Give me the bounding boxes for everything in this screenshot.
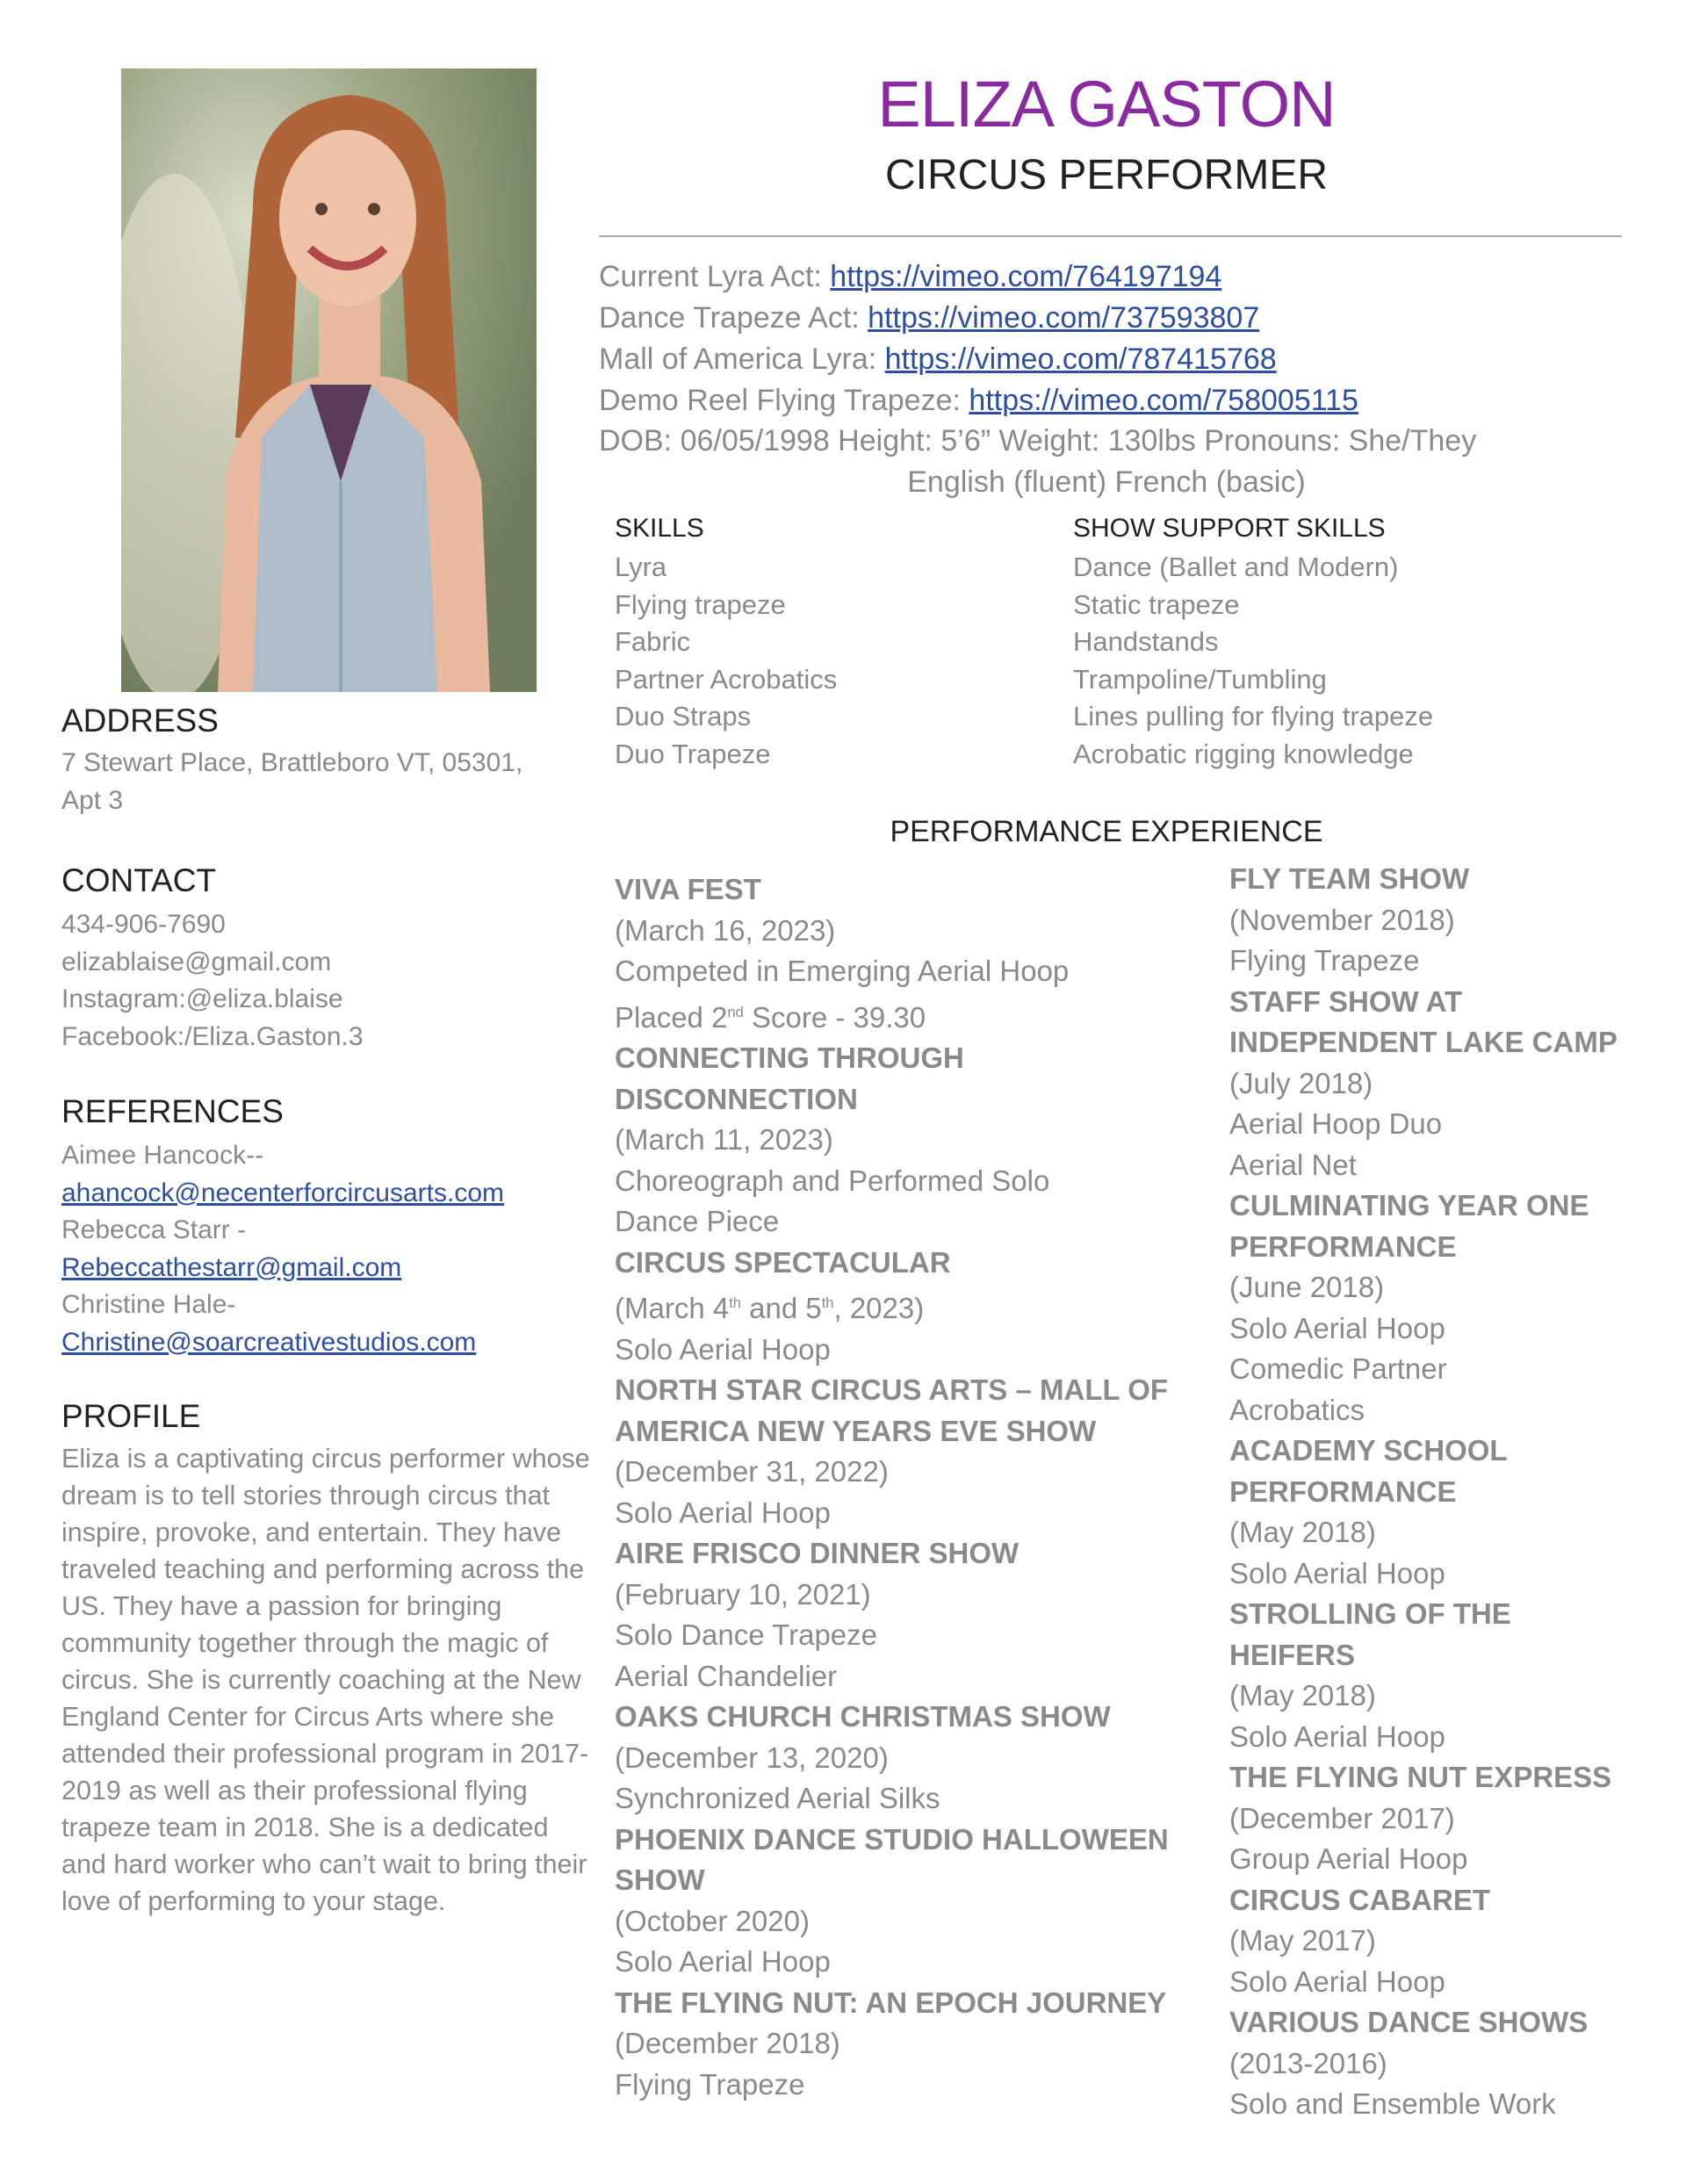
reference-email[interactable]: Christine@soarcreativestudios.com <box>61 1327 477 1357</box>
show-role: Solo Dance Trapeze <box>615 1618 878 1651</box>
list-item: Flying trapeze <box>615 588 786 620</box>
show-title: VIVA FEST <box>615 873 761 905</box>
show-date: (June 2018) <box>1229 1271 1385 1303</box>
show-title: CULMINATING YEAR ONE <box>1229 1189 1589 1222</box>
show-title: PHOENIX DANCE STUDIO HALLOWEEN <box>615 1822 1169 1856</box>
list-item: Partner Acrobatics <box>615 663 838 695</box>
reference-name: Rebecca Starr - <box>61 1215 247 1244</box>
show-role: Solo Aerial Hoop <box>1229 1311 1445 1344</box>
video-link-row: Dance Trapeze Act: https://vimeo.com/737593807 <box>599 301 1260 335</box>
facebook-handle: Facebook:/Eliza.Gaston.3 <box>61 1021 364 1051</box>
reference-name: Christine Hale- <box>61 1290 236 1319</box>
show-title: CIRCUS CABARET <box>1229 1883 1490 1916</box>
show-title: THE FLYING NUT: AN EPOCH JOURNEY <box>615 1986 1167 2019</box>
show-title: CONNECTING THROUGH <box>615 1042 964 1074</box>
show-role: Comedic Partner <box>1229 1352 1447 1385</box>
profile-text: Eliza is a captivating circus performer whose dream is to tell stories through circus that inspire, provoke, and entertain. They have traveled teaching and performing across the US. They have a passion for bringing community together through the magic of circus. She is currently coaching at the New England Center for Circus Arts where she attended their professional program in 2017-2019 as well as their professional flying trapeze team in 2018. She is a dedicated and hard worker who can’t wait to bring their love of performing to your stage. <box>61 1444 590 1916</box>
contact-list <box>61 906 364 1056</box>
show-date: (December 2018) <box>615 2027 840 2059</box>
show-title: PERFORMANCE <box>1229 1474 1457 1508</box>
show-date: (May 2017) <box>1229 1924 1376 1957</box>
show-title: VARIOUS DANCE SHOWS <box>1229 2006 1589 2038</box>
show-role: Competed in Emerging Aerial Hoop <box>615 955 1070 987</box>
show-title: DISCONNECTION <box>615 1082 858 1115</box>
instagram-handle: Instagram:@eliza.blaise <box>61 984 343 1013</box>
show-date: (March 16, 2023) <box>615 913 836 947</box>
references-list <box>61 1137 504 1361</box>
show-role: Solo Aerial Hoop <box>615 1332 831 1366</box>
references-heading: REFERENCES <box>61 1093 284 1129</box>
experience-heading: PERFORMANCE EXPERIENCE <box>890 815 1323 848</box>
video-link[interactable]: https://vimeo.com/764197194 <box>830 260 1222 293</box>
video-link-row: Demo Reel Flying Trapeze: https://vimeo.com/758005115 <box>599 384 1358 417</box>
contact-heading: CONTACT <box>61 862 217 898</box>
show-date: (December 13, 2020) <box>615 1741 889 1774</box>
list-item: Lyra <box>615 551 667 582</box>
show-role: Aerial Net <box>1229 1148 1357 1181</box>
show-date: (May 2018) <box>1229 1679 1376 1712</box>
show-date: (December 2017) <box>1229 1801 1455 1834</box>
phone: 434-906-7690 <box>61 910 226 939</box>
show-role: Solo and Ensemble Work <box>1229 2087 1556 2120</box>
show-role: Flying Trapeze <box>1229 944 1420 977</box>
show-date: (October 2020) <box>615 1904 810 1937</box>
show-title: PERFORMANCE <box>1229 1229 1457 1263</box>
experience-column-1 <box>615 869 1177 2105</box>
show-role: Solo Aerial Hoop <box>1229 1964 1445 1998</box>
video-link-row: Mall of America Lyra: https://vimeo.com/787415768 <box>599 342 1277 376</box>
show-date: (December 31, 2022) <box>615 1455 889 1488</box>
show-role: Aerial Chandelier <box>615 1659 838 1692</box>
show-title: HEIFERS <box>1229 1638 1356 1671</box>
show-date: (May 2018) <box>1229 1516 1376 1548</box>
profile-heading: PROFILE <box>61 1398 201 1434</box>
job-title: CIRCUS PERFORMER <box>884 152 1329 198</box>
reference-name: Aimee Hancock-- <box>61 1141 264 1170</box>
list-item: Static trapeze <box>1073 588 1240 620</box>
list-item: Duo Trapeze <box>615 738 771 769</box>
show-role: Dance Piece <box>615 1205 780 1237</box>
show-title: SHOW <box>615 1863 705 1896</box>
address-heading: ADDRESS <box>61 703 219 739</box>
show-title: STROLLING OF THE <box>1229 1597 1511 1630</box>
skills-heading: SKILLS <box>615 514 704 543</box>
show-title: ACADEMY SCHOOL <box>1229 1434 1508 1467</box>
video-link[interactable]: https://vimeo.com/737593807 <box>868 301 1260 335</box>
show-date: (March 11, 2023) <box>615 1123 833 1156</box>
show-role: Choreograph and Performed Solo <box>615 1164 1050 1197</box>
languages: English (fluent) French (basic) <box>907 465 1306 499</box>
show-title: STAFF SHOW AT <box>1229 984 1463 1018</box>
portrait-illustration <box>121 68 537 692</box>
email: elizablaise@gmail.com <box>61 947 332 977</box>
skills-list <box>615 549 837 773</box>
show-date: (2013-2016) <box>1229 2046 1387 2079</box>
show-date: (November 2018) <box>1229 903 1455 936</box>
list-item: Trampoline/Tumbling <box>1073 663 1327 695</box>
header-divider <box>599 235 1622 237</box>
show-title: INDEPENDENT LAKE CAMP <box>1229 1026 1618 1058</box>
list-item: Lines pulling for flying trapeze <box>1073 701 1434 732</box>
profile-photo <box>121 68 537 692</box>
show-title: AIRE FRISCO DINNER SHOW <box>615 1537 1020 1569</box>
show-role: Aerial Hoop Duo <box>1229 1107 1443 1140</box>
show-title: FLY TEAM SHOW <box>1229 862 1470 895</box>
video-link[interactable]: https://vimeo.com/787415768 <box>884 342 1277 376</box>
show-role: Group Aerial Hoop <box>1229 1842 1468 1875</box>
show-date: (March 4th and 5th, 2023) <box>615 1292 925 1324</box>
person-name: ELIZA GASTON <box>877 68 1336 141</box>
list-item: Fabric <box>615 626 691 657</box>
show-title: THE FLYING NUT EXPRESS <box>1229 1761 1612 1793</box>
show-role: Placed 2nd Score - 39.30 <box>615 1000 926 1034</box>
show-role: Acrobatics <box>1229 1393 1365 1426</box>
show-title: CIRCUS SPECTACULAR <box>615 1245 951 1279</box>
video-link[interactable]: https://vimeo.com/758005115 <box>969 384 1358 417</box>
support-skills-heading: SHOW SUPPORT SKILLS <box>1073 514 1386 543</box>
list-item: Duo Straps <box>615 701 752 732</box>
list-item: Dance (Ballet and Modern) <box>1073 551 1399 582</box>
show-title: AMERICA NEW YEARS EVE SHOW <box>615 1414 1097 1447</box>
show-role: Solo Aerial Hoop <box>615 1496 831 1529</box>
list-item: Handstands <box>1073 626 1219 657</box>
address-text: 7 Stewart Place, Brattleboro VT, 05301, Apt 3 <box>61 748 523 815</box>
show-role: Solo Aerial Hoop <box>615 1945 831 1978</box>
reference-email[interactable]: ahancock@necenterforcircusarts.com <box>61 1178 504 1207</box>
show-title: NORTH STAR CIRCUS ARTS – MALL OF <box>615 1373 1169 1406</box>
show-title: OAKS CHURCH CHRISTMAS SHOW <box>615 1700 1111 1733</box>
show-date: (February 10, 2021) <box>615 1577 871 1611</box>
reference-email[interactable]: Rebeccathestarr@gmail.com <box>61 1252 402 1282</box>
show-role: Flying Trapeze <box>615 2067 805 2101</box>
show-date: (July 2018) <box>1229 1066 1373 1099</box>
show-role: Synchronized Aerial Silks <box>615 1782 940 1814</box>
show-role: Solo Aerial Hoop <box>1229 1556 1445 1589</box>
video-link-row: Current Lyra Act: https://vimeo.com/764197194 <box>599 260 1222 293</box>
list-item: Acrobatic rigging knowledge <box>1073 738 1414 769</box>
experience-column-2 <box>1229 859 1642 2125</box>
support-skills-list <box>1073 549 1433 773</box>
personal-stats: DOB: 06/05/1998 Height: 5’6” Weight: 130lbs Pronouns: She/They <box>599 424 1477 458</box>
show-role: Solo Aerial Hoop <box>1229 1719 1445 1753</box>
